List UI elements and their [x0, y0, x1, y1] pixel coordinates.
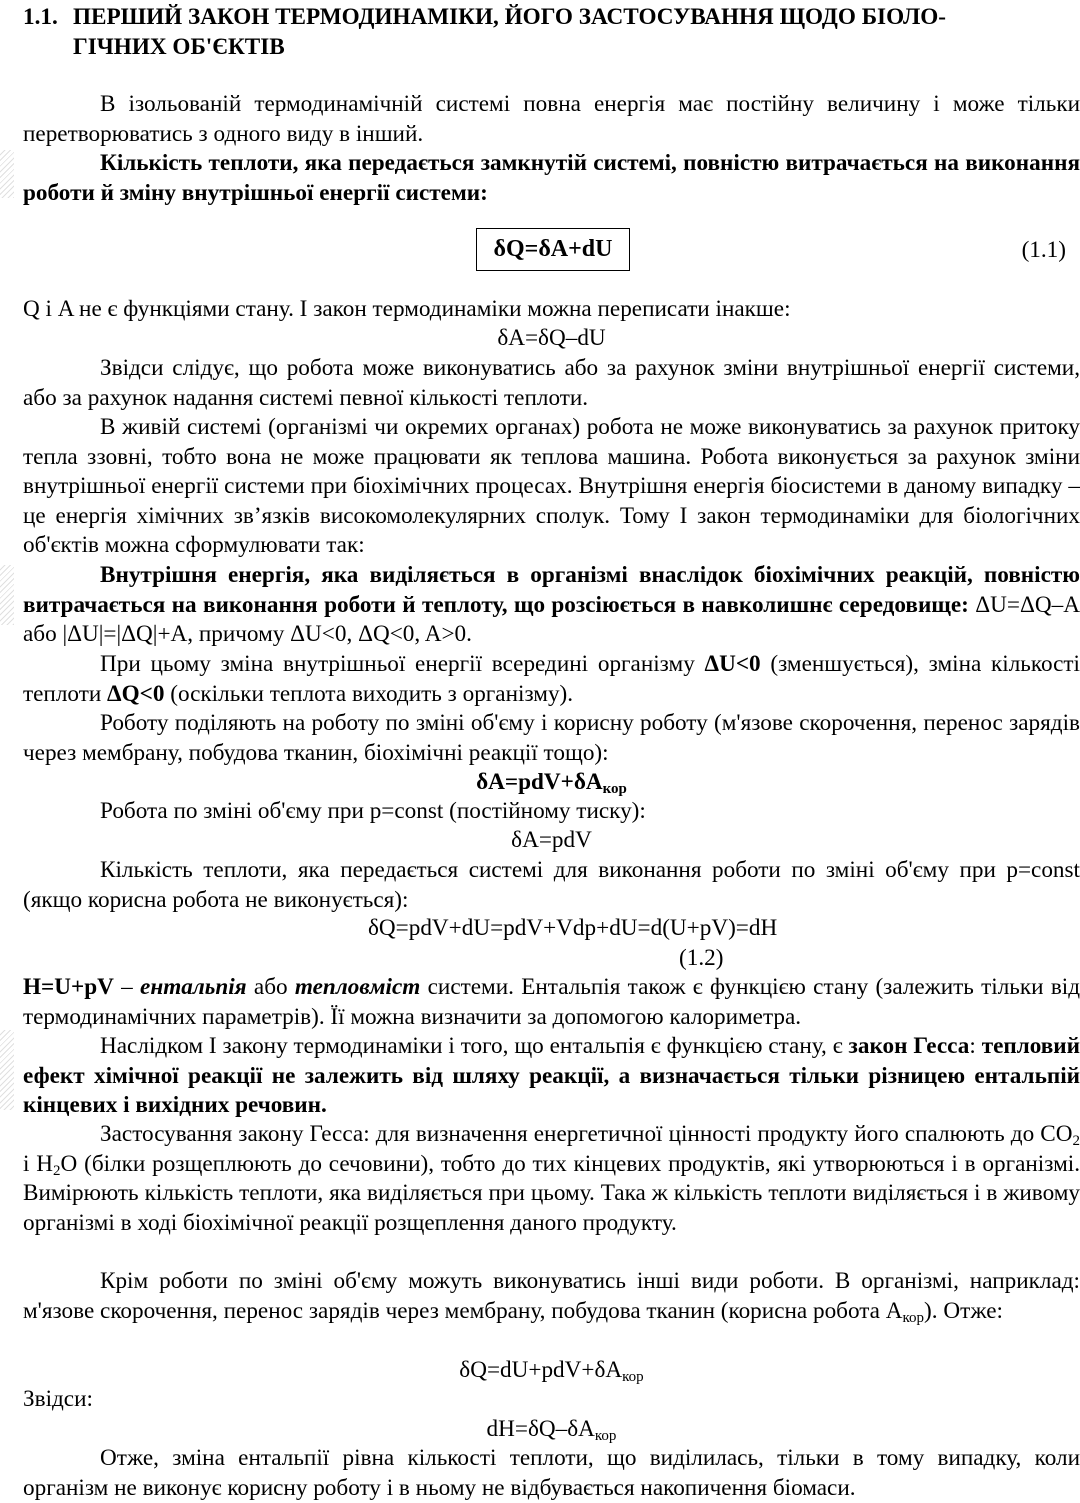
text-run: :	[969, 1033, 981, 1059]
equation-4: δA=pdV	[23, 826, 1080, 856]
paragraph-9: Робота по зміні об'єму при p=const (постійному тиску):	[23, 797, 1080, 827]
text-run: (оскільки теплота виходить з організму).	[164, 681, 573, 707]
paragraph-15: Звідси:	[23, 1385, 1080, 1415]
paragraph-2-bold	[23, 149, 1080, 208]
hess-law-term: закон Гесса	[849, 1033, 970, 1059]
term-heat-content: тепловміст	[295, 974, 420, 1000]
paragraph-8: Роботу поділяють на роботу по зміні об'єму і корисну роботу (м'язове скорочення, перенос зарядів через мембрану, побудова тканин, біохімічні реакції тощо):	[23, 709, 1080, 768]
section-title-line1: ПЕРШИЙ ЗАКОН ТЕРМОДИНАМІКИ, ЙОГО ЗАСТОСУВАННЯ ЩОДО БІОЛО-	[73, 4, 946, 30]
paragraph-1: В ізольованій термодинамічній системі повна енергія має постійну величину і може тільки перетворюватись з одного виду в інший.	[23, 90, 1080, 149]
equation-6	[23, 1356, 1080, 1386]
text-run: або	[247, 974, 295, 1000]
paragraph-12	[23, 1032, 1080, 1121]
text-run: O (білки розщеплюють до сечовини), тобто до тих кінцевих продуктів, які утворюються і в організмі. Вимірюють кількість теплоти, яка виділяється при цьому. Така ж кількість теплоти виділяється і в живому організмі в ході біохімічної реакції розщеплення даного продукту.	[23, 1151, 1080, 1236]
paragraph-10: Кількість теплоти, яка передається системі для виконання роботи по зміні об'єму при p=const (якщо корисна робота не виконується):	[23, 856, 1080, 915]
hess-law-statement: тепловий ефект хімічної реакції не залежить від шляху реакції, а визначається тільки різницею ентальпій кінцевих і вихідних речовин.	[23, 1033, 1080, 1118]
section-title-line2: ГІЧНИХ ОБ'ЄКТІВ	[23, 33, 1080, 63]
margin-scan-mark	[0, 150, 14, 198]
eq6-main: δQ=dU+pdV+δA	[459, 1357, 622, 1383]
paragraph-4: Звідси слідує, що робота може виконуватись або за рахунок зміни внутрішньої енергії системи, або за рахунок надання системі певної кількості теплоти.	[23, 354, 1080, 413]
section-number: 1.1.	[23, 3, 73, 33]
paragraph-13	[23, 1120, 1080, 1238]
text-run: ). Отже:	[924, 1298, 1003, 1324]
eq3-main: δA=pdV+δA	[476, 769, 603, 795]
eq7-main: dH=δQ–δA	[487, 1416, 595, 1442]
bold-statement: Кількість теплоти, яка передається замкнутій системі, повністю витрачається на виконання роботи й зміну внутрішньої енергії системи:	[23, 150, 1080, 206]
text-run: Крім роботи по зміні об'єму можуть виконуватись інші види роботи. В організмі, наприклад: м'язове скорочення, перенос зарядів через мембрану, побудова тканин (корисна робота A	[23, 1268, 1080, 1324]
subscript: кор	[903, 1310, 925, 1326]
subscript: 2	[53, 1163, 61, 1179]
margin-scan-mark	[0, 565, 14, 625]
text-run: (зменшується), зміна кількості теплоти	[23, 651, 1080, 707]
bold-statement-energy: Внутрішня енергія, яка виділяється в організмі внаслідок біохімічних реакцій, повністю витрачається на виконання роботи й теплоту, що розсіюється в навколишнє середовище:	[23, 562, 1080, 618]
text-run: Наслідком І закону термодинаміки і того, що ентальпія є функцією стану, є	[100, 1033, 849, 1059]
enthalpy-formula: H=U+pV	[23, 974, 114, 1000]
text-run: Застосування закону Гесса: для визначення енергетичної цінності продукту його спалюють до CO	[100, 1121, 1073, 1147]
equation-7	[23, 1415, 1080, 1445]
paragraph-11	[23, 973, 1080, 1032]
paragraph-16: Отже, зміна ентальпії рівна кількості теплоти, що виділилась, тільки в тому випадку, коли організм не виконує корисну роботу і в ньому не відбувається накопичення біомаси.	[23, 1444, 1080, 1503]
paragraph-14	[23, 1267, 1080, 1326]
equation-2: δA=δQ–dU	[23, 324, 1080, 354]
text-run: При цьому зміна внутрішньої енергії всередині організму	[100, 651, 705, 677]
bold-dq: ΔQ<0	[107, 681, 164, 707]
eq3-sub: кор	[603, 781, 627, 797]
paragraph-5: В живій системі (організмі чи окремих органах) робота не може виконуватись за рахунок притоку тепла ззовні, тобто вона не може працювати як теплова машина. Робота виконується за рахунок зміни внутрішньої енергії системи при біохімічних процесах. Внутрішня енергія біосистеми в даному випадку – це енергія хімічних зв’язків високомолекулярних сполук. Тому І закон термодинаміки для біологічних об'єктів можна сформулювати так:	[23, 413, 1080, 561]
text-run: –	[114, 974, 140, 1000]
text-run: і H	[23, 1151, 53, 1177]
paragraph-6	[23, 561, 1080, 650]
section-heading	[23, 3, 1080, 62]
paragraph-7	[23, 650, 1080, 709]
energy-relations: ΔU=ΔQ–A або |ΔU|=|ΔQ|+A, причому ΔU<0, ΔQ<0, A>0.	[23, 592, 1080, 648]
bold-du: ΔU<0	[705, 651, 761, 677]
equation-number-1-1: (1.1)	[1022, 236, 1066, 266]
subscript: 2	[1073, 1133, 1080, 1149]
term-enthalpy: ентальпія	[140, 974, 247, 1000]
eq6-sub: кор	[622, 1369, 644, 1385]
paragraph-3: Q і A не є функціями стану. І закон термодинаміки можна переписати інакше:	[23, 295, 1080, 325]
equation-box-1-1: δQ=δA+dU	[476, 228, 630, 271]
margin-scan-mark	[0, 1030, 14, 1110]
equation-3	[23, 768, 1080, 798]
equation-5: δQ=pdV+dU=pdV+Vdp+dU=d(U+pV)=dH	[23, 914, 1080, 944]
equation-number-1-2: (1.2)	[23, 944, 1080, 974]
text-run: системи. Ентальпія також є функцією стану (залежить тільки від термодинамічних параметрів). Її можна визначити за допомогою калориметра.	[23, 974, 1080, 1030]
eq7-sub: кор	[595, 1428, 617, 1444]
